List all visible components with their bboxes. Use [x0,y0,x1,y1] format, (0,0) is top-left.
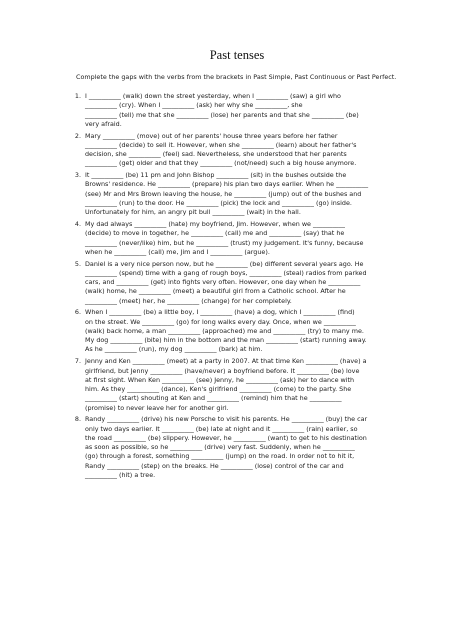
exercise-text-line: (go) through a forest, something __________ (jump) on the road. In order not to hit it, [85,452,355,461]
exercise-text-line: as soon as possible, so he __________ (drive) very fast. Suddenly, when he __________ [85,443,355,452]
exercise-text-line: As he __________ (run), my dog __________ (bark) at him. [85,345,263,354]
exercise-text-line: (walk) home, he __________ (meet) a beautiful girl from a Catholic school. After he [85,287,346,296]
exercise-text-line: I __________ (walk) down the street yesterday, when I __________ (saw) a girl who [85,92,341,100]
exercise-item [67,132,419,169]
exercise-number: 1. [74,92,81,100]
exercise-number: 8. [74,415,81,424]
exercise-text-line: __________ (tell) me that she __________ (lose) her parents and that she __________ (be) [85,110,359,119]
exercise-text-line: very afraid. [85,119,122,128]
exercise-number: 2. [74,131,81,140]
exercise-item [67,171,419,217]
exercise-text-line: (walk) back home, a man __________ (approached) me and __________ (try) to many me. [85,326,364,335]
exercise-text-line: the road __________ (be) slippery. However, he __________ (want) to get to his destination [85,433,367,442]
exercise-text-line: only two days earlier. It __________ (be) late at night and it __________ (rain) earlier, so [85,424,358,433]
exercise-text-line: Browns' residence. He __________ (prepare) his plan two days earlier. When he __________ [85,180,369,189]
exercise-text-line: My dog __________ (bite) him in the bottom and the man __________ (start) running away. [85,336,367,345]
exercise-text-line: My dad always __________ (hate) my boyfriend, Jim. However, when we __________ [85,220,345,229]
exercise-number: 5. [74,259,81,268]
exercise-text-line: __________ (spend) time with a gang of rough boys, __________ (steal) radios from parked [85,268,367,277]
exercise-text-line: cars, and __________ (get) into fights very often. However, one day when he __________ [85,278,361,287]
page-title: Past tenses [209,48,265,62]
exercise-text-line: Mary __________ (move) out of her parents' house three years before her father [85,131,338,140]
exercise-text-line: __________ (cry). When I __________ (ask) her why she __________, she [85,101,303,110]
exercise-text-line: __________ (hit) a tree. [85,470,156,479]
exercise-text-line: girlfriend, but Jenny __________ (have/never) a boyfriend before. It __________ (be) love [85,366,360,375]
exercise-text-line: __________ (start) shouting at Ken and __________ (remind) him that he __________ [85,394,342,403]
exercise-text-line: Jenny and Ken __________ (meet) at a party in 2007. At that time Ken __________ (have) a [85,357,367,366]
exercise-text-line: When I __________ (be) a little boy, I __________ (have) a dog, which I __________ (find) [85,308,355,317]
exercise-text-line: __________ (get) older and that they __________ (not/need) such a big house anymore. [85,159,357,168]
exercise-text-line: Randy __________ (drive) his new Porsche to visit his parents. He __________ (buy) the car [85,415,368,424]
exercise-text-line: (see) Mr and Mrs Brown leaving the house, he __________ (jump) out of the bushes and [85,189,362,198]
exercise-text-line: him. As they __________ (dance), Ken's girlfriend __________ (come) to the party. She [85,385,352,394]
exercise-item [67,308,419,354]
exercise-item [67,260,419,306]
exercise-text-line: Randy __________ (step) on the breaks. He __________ (lose) control of the car and [85,461,344,470]
exercise-item [67,92,419,129]
exercise-text-line: at first sight. When Ken __________ (see) Jenny, he __________ (ask) her to dance with [85,375,355,384]
exercise-list [67,92,419,480]
exercise-text-line: __________ (decide) to sell it. However, when she __________ (learn) about her father's [85,140,357,149]
exercise-text-line: on the street. We __________ (go) for long walks every day. Once, when we __________ [85,317,356,326]
exercise-number: 4. [74,220,81,229]
exercise-item [67,357,419,413]
exercise-text-line: Unfortunately for him, an angry pit bull __________ (wait) in the hall. [85,208,301,217]
exercise-item [67,220,419,257]
exercise-number: 6. [74,308,81,317]
exercise-number: 7. [74,357,81,366]
exercise-text-line: __________ (never/like) him, but he __________ (trust) my judgement. It's funny, because [85,238,364,247]
exercise-text-line: It __________ (be) 11 pm and John Bishop __________ (sit) in the bushes outside the [85,171,347,180]
exercise-text-line: (decide) to move in together, he __________ (call) me and __________ (say) that he [85,229,345,238]
exercise-text-line: (promise) to never leave her for another girl. [85,403,229,412]
exercise-text-line: __________ (meet) her, he __________ (change) for her completely. [85,296,292,305]
exercise-item [67,415,419,480]
exercise-text-line: Daniel is a very nice person now, but he __________ (be) different several years ago. He [85,259,364,268]
exercise-text-line: when he __________ (call) me, Jim and I __________ (argue). [85,247,270,256]
exercise-number: 3. [74,171,81,180]
instructions-text: Complete the gaps with the verbs from the brackets in Past Simple, Past Continuous or Past Perfect. [76,73,397,81]
exercise-text-line: __________ (run) to the door. He __________ (pick) the lock and __________ (go) inside. [85,198,352,207]
exercise-text-line: decision, she __________ (feel) sad. Nevertheless, she understood that her parents [85,150,347,159]
